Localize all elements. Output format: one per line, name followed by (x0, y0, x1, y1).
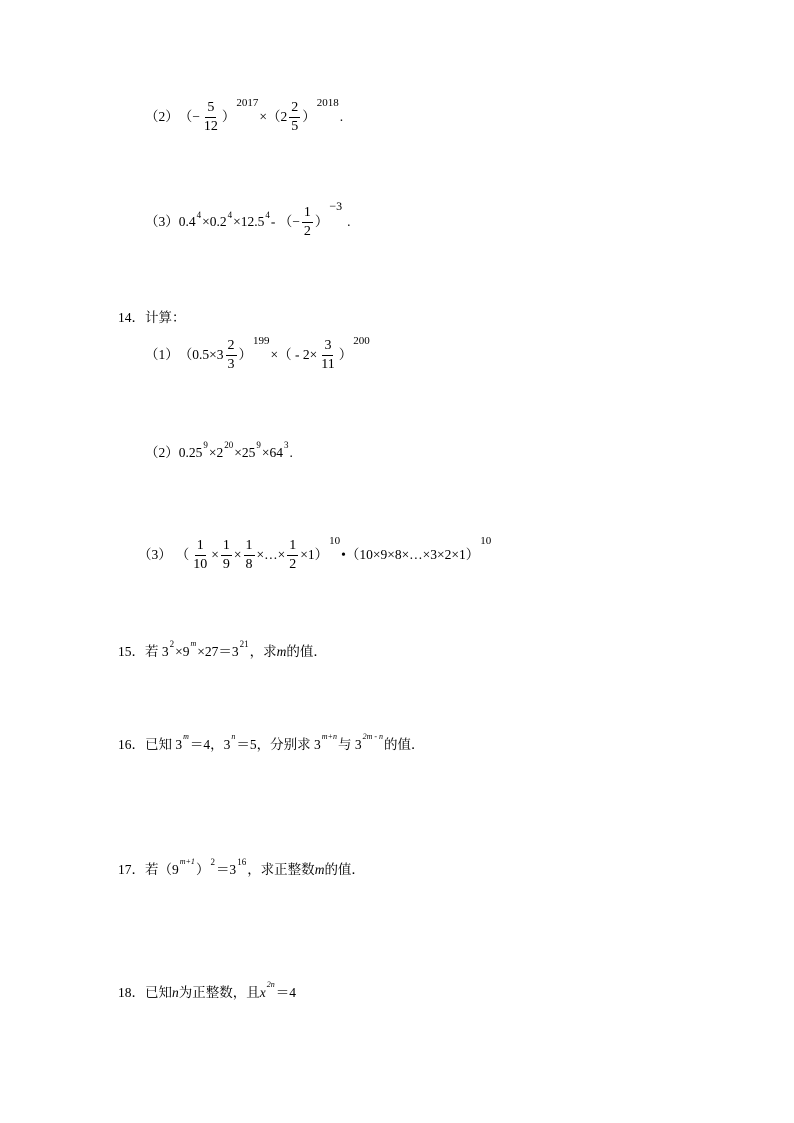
denominator: 3 (227, 356, 235, 372)
exponent: 199 (253, 334, 270, 347)
fraction (289, 100, 300, 134)
paren: （ (267, 109, 281, 125)
term: ，求正整数 (247, 862, 315, 877)
denominator: 11 (321, 356, 335, 372)
exponent: 4 (196, 209, 202, 220)
q13-part3 (145, 199, 351, 239)
term: （0.5×3 (178, 347, 224, 363)
q18 (118, 979, 296, 1000)
term: ×12.5 (233, 214, 265, 230)
multiply-dot: • (341, 547, 346, 563)
period: . (289, 445, 293, 460)
numerator: 1 (302, 205, 313, 223)
denominator: 8 (245, 556, 253, 572)
exponent: 10 (480, 534, 492, 547)
exponent: 10 (329, 534, 341, 547)
exponent: 2m - n (362, 731, 384, 741)
term: （10×9×8×…×3×2×1） (345, 547, 480, 563)
term: 与 3 (337, 737, 362, 752)
exponent: 9 (256, 440, 261, 451)
q15 (118, 638, 327, 659)
numerator: 1 (221, 538, 232, 556)
q14-part2 (145, 440, 293, 460)
numerator: 1 (244, 538, 255, 556)
numerator: 1 (287, 538, 298, 556)
denominator: 12 (203, 118, 218, 134)
q17 (118, 856, 365, 877)
question-text: 17．若（9 (118, 862, 179, 877)
term: ＝4 (275, 985, 296, 1000)
term: ×1） (300, 547, 329, 563)
q16 (118, 731, 425, 752)
part-label: （1） (145, 347, 179, 363)
exponent: m+1 (179, 856, 195, 866)
exponent: n (231, 731, 236, 741)
fraction (202, 100, 220, 134)
paren: （ (178, 109, 193, 125)
exponent: 2 (169, 639, 175, 650)
exponent: 3 (284, 440, 289, 451)
denominator: 2 (289, 556, 297, 572)
exponent: 2 (210, 857, 215, 868)
denominator: 5 (291, 118, 299, 134)
exponent: m (183, 731, 189, 741)
mixed-number (281, 100, 303, 134)
fraction (302, 205, 313, 239)
variable: m (314, 862, 325, 877)
fraction (221, 538, 232, 572)
term: ×27＝3 (197, 644, 239, 659)
times-sign: × (211, 547, 219, 563)
term: ＝4，3 (189, 737, 231, 752)
question-text: 15．若 3 (118, 644, 169, 659)
term: - （− (270, 214, 300, 230)
question-heading: 14．计算： (118, 310, 186, 325)
period: . (339, 109, 344, 125)
times-sign: × (233, 547, 242, 563)
numerator: 5 (205, 100, 216, 118)
question-text: 16．已知 3 (118, 737, 183, 752)
fraction (287, 538, 298, 572)
exponent: 20 (224, 440, 234, 451)
exponent: 16 (237, 857, 247, 868)
term: ×25 (234, 445, 256, 460)
term: ×（ - 2× (270, 347, 318, 363)
part-label: （3） (138, 547, 172, 563)
exponent: m (190, 638, 197, 648)
term: 0.25 (178, 445, 203, 460)
variable: n (172, 985, 179, 1000)
exponent: 9 (203, 440, 208, 451)
whole-part: 2 (280, 109, 288, 125)
part-label: （2） (145, 109, 179, 125)
term: 为正整数，且 (178, 985, 260, 1000)
term: ×2 (208, 445, 224, 460)
term: ，求 (249, 644, 277, 659)
term: ×…× (256, 547, 286, 563)
numerator: 3 (322, 338, 333, 356)
term: ） (195, 862, 210, 877)
exponent: 4 (227, 209, 233, 220)
exponent: m+n (321, 731, 337, 741)
q14-part3 (138, 534, 492, 572)
question-text: 18．已知 (118, 985, 172, 1000)
q14-heading (118, 311, 186, 325)
exponent: 2017 (236, 96, 259, 109)
paren: （ (175, 547, 190, 563)
paren: ） (338, 347, 353, 363)
term: 的值． (384, 737, 425, 752)
numerator: 2 (289, 100, 300, 118)
term: 的值． (324, 862, 365, 877)
numerator: 1 (195, 538, 206, 556)
term: ×64 (261, 445, 283, 460)
numerator: 2 (226, 338, 237, 356)
period: . (347, 214, 351, 230)
paren: ） (314, 214, 329, 230)
term: ＝3 (215, 862, 237, 877)
term: ×0.2 (202, 214, 227, 230)
q13-part2 (145, 96, 344, 134)
exponent: 21 (239, 639, 249, 650)
part-label: （2） (145, 445, 179, 460)
term: ×9 (175, 644, 190, 659)
variable: x (259, 985, 266, 1000)
fraction (244, 538, 255, 572)
term: ＝5，分别求 3 (236, 737, 321, 752)
part-label: （3） (145, 214, 179, 230)
paren: ） (221, 109, 236, 125)
paren: ） (238, 347, 252, 363)
fraction (191, 538, 209, 572)
denominator: 9 (222, 556, 230, 572)
q14-part1 (145, 334, 371, 372)
fraction (319, 338, 336, 372)
term: 的值． (286, 644, 327, 659)
variable: m (276, 644, 287, 659)
fraction (226, 338, 237, 372)
exponent: 2n (266, 979, 275, 989)
term: 0.4 (178, 214, 196, 230)
denominator: 2 (303, 223, 311, 239)
exponent: 200 (353, 334, 370, 347)
exponent: 2018 (316, 96, 339, 109)
minus-sign: − (192, 109, 200, 125)
times-sign: × (259, 109, 267, 125)
paren: ） (302, 109, 316, 125)
exponent: −3 (329, 199, 343, 214)
exponent: 4 (265, 209, 270, 220)
denominator: 10 (193, 556, 208, 572)
